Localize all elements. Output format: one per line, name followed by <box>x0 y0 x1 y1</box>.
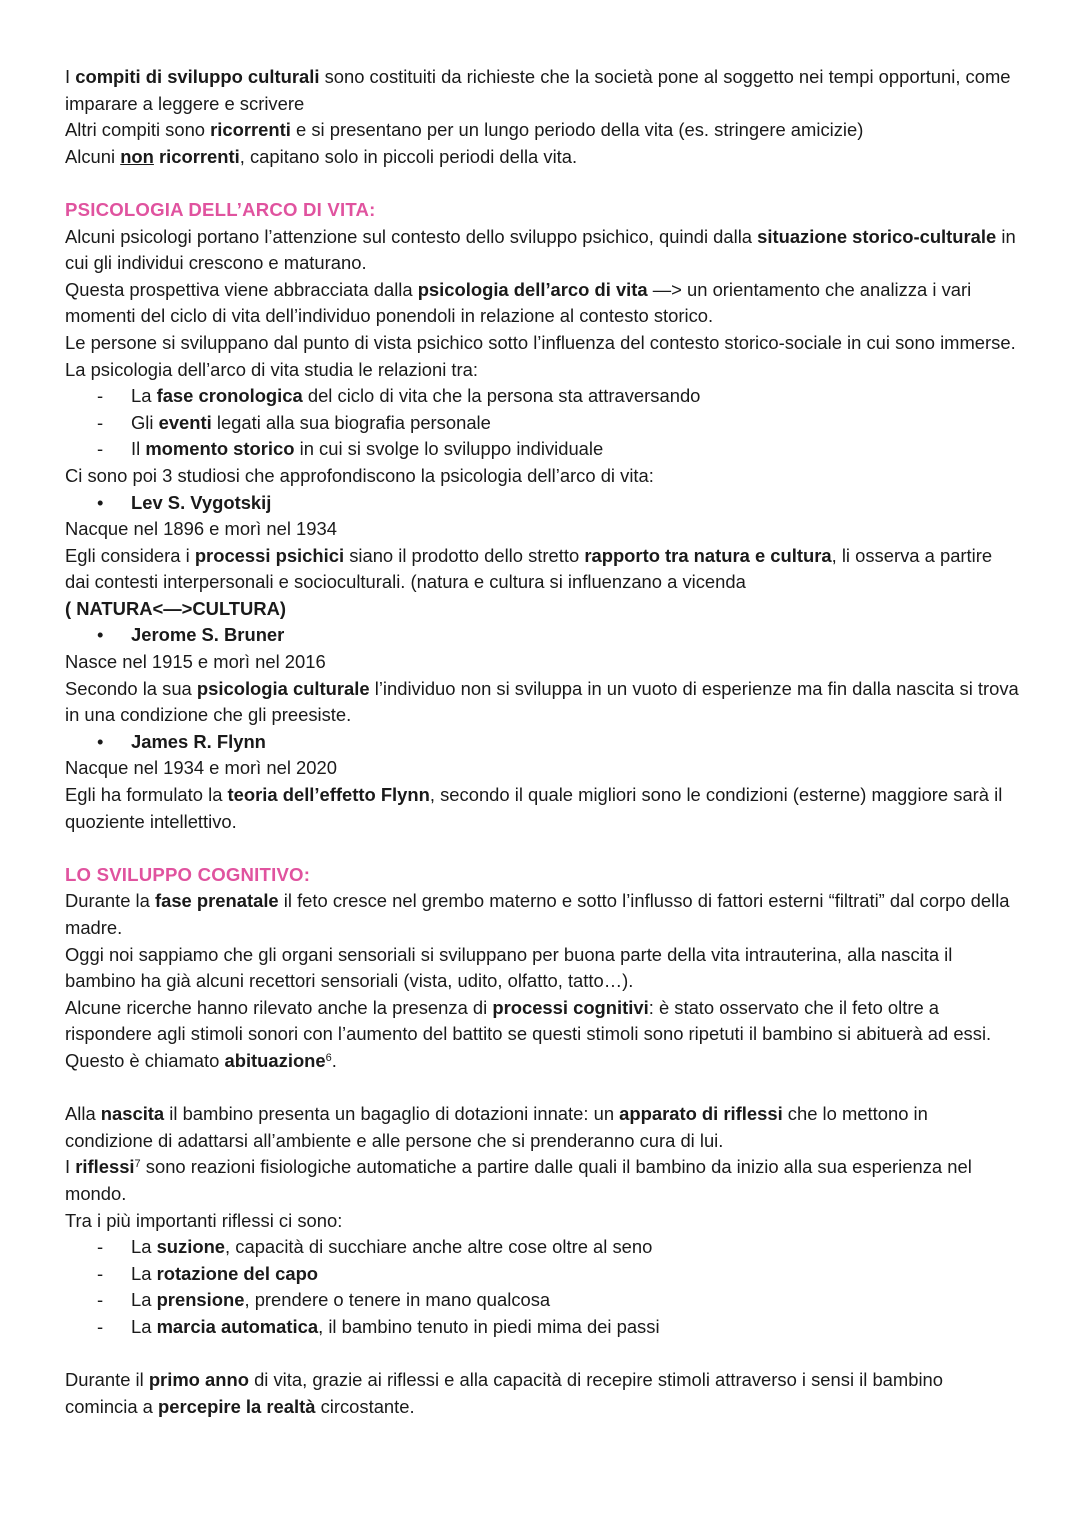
section1-paragraph-4: La psicologia dell’arco di vita studia le relazioni tra: <box>65 358 478 380</box>
section2-paragraph-3: Alcune ricerche hanno rilevato anche la presenza di processi cognitivi: è stato osservato che il feto oltre a rispondere agli stimoli sonori con l’aumento del battito se questi stimoli sono ripetuti il bambino si abituerà ad essi. Questo è chiamato abituazione$^6$. <box>65 996 992 1071</box>
section2-paragraph-4: Alla nascita il bambino presenta un bagaglio di dotazioni innate: un apparato di riflessi che lo mettono in condizione di adattarsi all’ambiente e alle persone che si prenderanno cura di lui. <box>65 1103 928 1151</box>
list-item: - La suzione, capacità di succhiare anche altre cose oltre al seno <box>65 1234 1020 1261</box>
reflexes-list <box>65 1234 1020 1340</box>
scholar-vygotskij-description: Egli considera i processi psichici siano il prodotto dello stretto rapporto tra natura e cultura, li osserva a partire dai contesti interpersonali e socioculturali. (natura e cultura si influenzano a vicenda ( NATURA<—>CULTURA) <box>65 544 993 619</box>
footnote-marker: 6 <box>325 1051 332 1064</box>
scholar-bruner-name: • Jerome S. Bruner <box>65 622 1020 649</box>
intro-paragraph-3: Alcuni non ricorrenti, capitano solo in piccoli periodi della vita. <box>65 145 578 167</box>
bullet-icon: • <box>97 491 104 513</box>
section1-paragraph-5: Ci sono poi 3 studiosi che approfondiscono la psicologia dell’arco di vita: <box>65 464 654 486</box>
section2-paragraph-7: Durante il primo anno di vita, grazie ai riflessi e alla capacità di recepire stimoli attraverso i sensi il bambino comincia a percepire la realtà circostante. <box>65 1369 943 1417</box>
section2-paragraph-6: Tra i più importanti riflessi ci sono: <box>65 1209 343 1231</box>
bullet-icon: • <box>97 730 104 752</box>
relations-list <box>65 383 1020 463</box>
scholar-bruner-dates: Nasce nel 1915 e morì nel 2016 <box>65 651 326 673</box>
list-item: - La rotazione del capo <box>65 1261 1020 1288</box>
scholar-bruner-description: Secondo la sua psicologia culturale l’individuo non si sviluppa in un vuoto di esperienze ma fin dalla nascita si trova in una condizione che gli preesiste. <box>65 677 1019 726</box>
section2-paragraph-1: Durante la fase prenatale il feto cresce nel grembo materno e sotto l’influsso di fattori esterni “filtrati” dal corpo della madre. <box>65 890 1010 938</box>
scholar-flynn-dates: Nacque nel 1934 e morì nel 2020 <box>65 757 337 779</box>
list-item: - La prensione, prendere o tenere in mano qualcosa <box>65 1287 1020 1314</box>
scholar-flynn-description: Egli ha formulato la teoria dell’effetto Flynn, secondo il quale migliori sono le condizioni (esterne) maggiore sarà il quoziente intellettivo. <box>65 784 1003 832</box>
scholar-vygotskij-name: • Lev S. Vygotskij <box>65 490 1020 517</box>
list-item: - Gli eventi legati alla sua biografia personale <box>65 410 1020 437</box>
section-heading-arco-di-vita: PSICOLOGIA DELL’ARCO DI VITA: <box>65 198 376 220</box>
bullet-icon: • <box>97 624 104 646</box>
list-item: - Il momento storico in cui si svolge lo sviluppo individuale <box>65 436 1020 463</box>
section2-paragraph-2: Oggi noi sappiamo che gli organi sensoriali si sviluppano per buona parte della vita intrauterina, alla nascita il bambino ha già alcuni recettori sensoriali (vista, udito, olfatto, tatto…). <box>65 943 953 992</box>
section1-paragraph-3: Le persone si sviluppano dal punto di vista psichico sotto l’influenza del contesto storico-sociale in cui sono immerse. <box>65 331 1016 353</box>
section1-paragraph-1: Alcuni psicologi portano l’attenzione sul contesto dello sviluppo psichico, quindi dalla situazione storico-culturale in cui gli individui crescono e maturano. <box>65 225 1016 274</box>
section1-paragraph-2: Questa prospettiva viene abbracciata dalla psicologia dell’arco di vita —> un orientamento che analizza i vari momenti del ciclo di vita dell’individuo ponendoli in relazione al contesto storico. <box>65 278 972 327</box>
footnote-marker: 7 <box>134 1158 141 1171</box>
scholar-vygotskij-dates: Nacque nel 1896 e morì nel 1934 <box>65 518 337 540</box>
list-item: - La marcia automatica, il bambino tenuto in piedi mima dei passi <box>65 1314 1020 1341</box>
list-item: - La fase cronologica del ciclo di vita che la persona sta attraversando <box>65 383 1020 410</box>
section-heading-sviluppo-cognitivo: LO SVILUPPO COGNITIVO: <box>65 863 311 885</box>
section2-paragraph-5: I riflessi$^7$ sono reazioni fisiologiche automatiche a partire dalle quali il bambino da inizio alla sua esperienza nel mondo. <box>65 1156 972 1204</box>
intro-paragraph-1: I compiti di sviluppo culturali sono costituiti da richieste che la società pone al soggetto nei tempi opportuni, come imparare a leggere e scrivere <box>65 66 1011 114</box>
scholar-flynn-name: • James R. Flynn <box>65 729 1020 756</box>
intro-paragraph-2: Altri compiti sono ricorrenti e si presentano per un lungo periodo della vita (es. stringere amicizie) <box>65 119 864 141</box>
